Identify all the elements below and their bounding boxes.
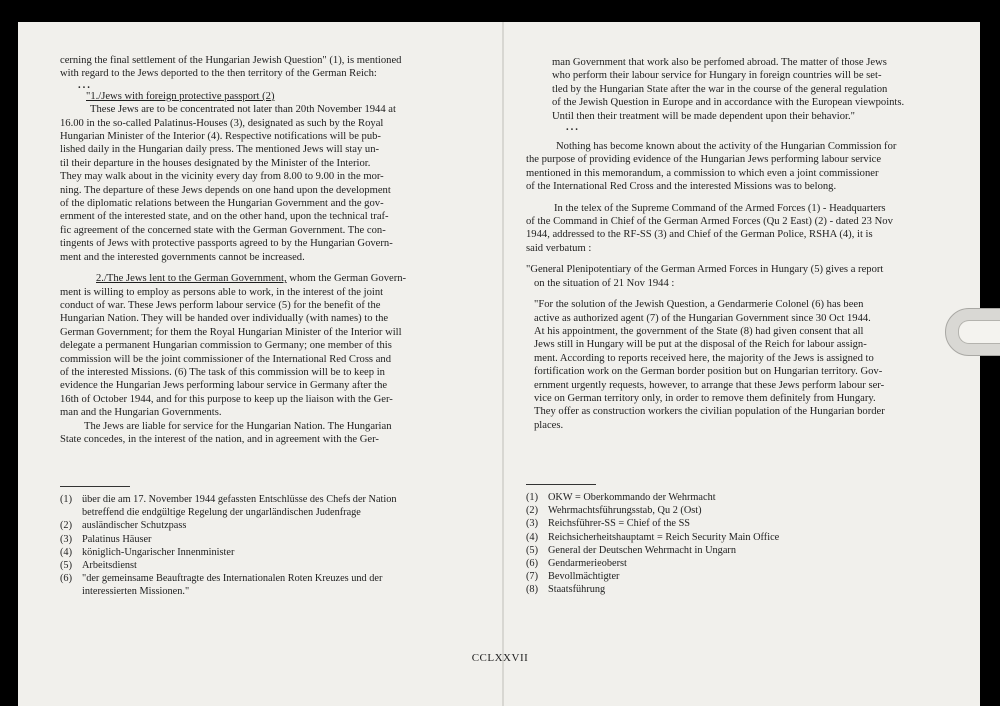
text-line: German Government; for them the Royal Hungarian Minister of the Interior will [60, 326, 402, 338]
left-paragraph-3 [60, 420, 462, 447]
footnote-item: (6) Gendarmerieoberst [526, 558, 627, 570]
text-line: 16.00 in the so-called Palatinus-Houses (3), designated as such by the Royal [60, 117, 384, 129]
binder-clip-tab [945, 308, 1000, 356]
footnote-item: (8) Staatsführung [526, 584, 606, 596]
right-paragraph-2 [526, 140, 954, 194]
text-line: ment is willing to employ as persons able to work, in the interest of the joint [60, 286, 384, 298]
text-line: on the situation of 21 Nov 1944 : [534, 277, 675, 289]
right-column [526, 56, 954, 432]
text-line: Nothing has become known about the activity of the Hungarian Commission for [556, 141, 897, 153]
text-line: of the International Red Cross and the interested Missions was to belong. [526, 181, 837, 193]
text-line: ernment of the interested state, and on the other hand, upon the technical traf- [60, 211, 389, 223]
footnote-item: (5) Arbeitsdienst [60, 560, 137, 572]
text-line: of the interested Missions. (6) The task of this commission will be to keep in [60, 366, 385, 378]
text-line: til their departure in the houses designated by the Minister of the Interior. [60, 157, 371, 169]
text-line: commission will be the joint commissioner of the International Red Cross and [60, 353, 392, 365]
text-line: ernment urgently requests, however, to arrange that these Jews perform labour ser- [534, 379, 885, 391]
text-line: of the Command in Chief of the German Armed Forces (Qu 2 East) (2) - dated 23 Nov [526, 216, 893, 228]
text-line: man Government that work also be perfomed abroad. The matter of those Jews [552, 57, 887, 68]
text-line: ment and the interested governments cannot be increased. [60, 251, 305, 263]
right-paragraph-1 [526, 56, 954, 123]
text-line: fic agreement of the concerned state with the German Government. The con- [60, 224, 386, 236]
left-paragraph-2 [60, 272, 462, 419]
text-line: mentioned in this memorandum, a commission to which even a joint commissioner [526, 167, 879, 179]
left-paragraph-1 [60, 103, 462, 264]
text-line: Hungarian Minister of the Interior (4). Respective notifications will be pub- [60, 131, 381, 143]
ellipsis-marker: ... [566, 122, 580, 134]
text-line: 2./The Jews lent to the German Government, whom the German Govern- [96, 273, 407, 285]
footnote-separator [60, 486, 130, 487]
text-line: In the telex of the Supreme Command of the Armed Forces (1) - Headquarters [554, 202, 886, 214]
text-line: places. [534, 419, 564, 431]
text-line: evidence the Hungarian Jews performing labour service in Germany after the [60, 380, 388, 392]
footnote-item: (2) ausländischer Schutzpass [60, 520, 187, 532]
text-line: fortification work on the German border position but on Hungarian territory. Gov- [534, 366, 883, 378]
left-column [60, 54, 462, 446]
text-line: tingents of Jews with protective passports agreed to by the Hungarian Govern- [60, 238, 393, 250]
text-line: lished daily in the Hungarian daily press. The mentioned Jews will stay un- [60, 144, 380, 156]
text-line: of the Jewish Question in Europe and in accordance with the European viewpoints. [552, 97, 905, 109]
section-heading-2: 2./The Jews lent to the German Government, [96, 273, 287, 285]
footnote-item: (4) Reichsicherheitshauptamt = Reich Security Main Office [526, 531, 780, 543]
footnote-item: (1) über die am 17. November 1944 gefassten Entschlüsse des Chefs der Nation betreffend die endgültige Regelung der ungarländischen Judenfrage [60, 494, 397, 519]
text-line: State concedes, in the interest of the nation, and in agreement with the Ger- [60, 433, 379, 445]
text-line: man and the Hungarian Governments. [60, 407, 222, 419]
text-line: They offer as construction workers the civilian population of the Hungarian border [534, 406, 885, 418]
right-paragraph-3 [526, 202, 954, 256]
right-footnotes [526, 484, 946, 597]
footnote-item: (1) OKW = Oberkommando der Wehrmacht [526, 492, 716, 503]
text-line: of the diplomatic relations between the Hungarian Government and the gov- [60, 198, 384, 210]
text-line: the purpose of providing evidence of the Hungarian Jews performing labour service [526, 154, 882, 166]
text-line: ning. The departure of these Jews depends on one hand upon the development [60, 184, 391, 196]
text-line: ment. According to reports received here, the majority of the Jews is assigned to [534, 352, 874, 364]
text-line: who perform their labour service for Hungary in foreign countries will be set- [552, 70, 882, 82]
text-line: "For the solution of the Jewish Question, a Gendarmerie Colonel (6) has been [534, 299, 864, 311]
text-line: delegate a permanent Hungarian commission to Germany; one member of this [60, 340, 392, 352]
text-line: At his appointment, the government of the State (8) had given consent that all [534, 325, 864, 337]
footnote-item: (6) "der gemeinsame Beauftragte des Internationalen Roten Kreuzes und der interessierten Missionen." [60, 573, 383, 598]
page-fold [502, 22, 504, 706]
text-line: conduct of war. These Jews perform labour service (5) for the benefit of the [60, 299, 381, 311]
text-line: said verbatum : [526, 242, 592, 254]
footnote-item: (3) Palatinus Häuser [60, 533, 152, 545]
text-line: vice on German territory only, in order to remove them definitely from Hungary. [534, 392, 876, 404]
footnote-item: (4) königlich-Ungarischer Innenminister [60, 546, 235, 558]
text-line: "General Plenipotentiary of the German Armed Forces in Hungary (5) gives a report [526, 264, 884, 276]
text-line: active as authorized agent (7) of the Hungarian Government since 30 Oct 1944. [534, 312, 871, 324]
text-line: 16th of October 1944, and for this purpose to keep up the liaison with the Ger- [60, 393, 393, 405]
text-line: tled by the Hungarian State after the war in the course of the general regulation [552, 83, 888, 95]
footnote-item: (2) Wehrmachtsführungsstab, Qu 2 (Ost) [526, 505, 702, 517]
left-intro [60, 54, 462, 81]
footnote-separator [526, 484, 596, 485]
text-line: Until then their treatment will be made dependent upon their behavior." [552, 110, 855, 122]
footnote-item: (5) General der Deutschen Wehrmacht in Ungarn [526, 544, 736, 556]
text-line: Jews still in Hungary will be put at the disposal of the Reich for labour assign- [534, 339, 867, 351]
binder-clip-hole [958, 320, 1000, 344]
text-line: They may walk about in the vicinity every day from 8.00 to 9.00 in the mor- [60, 171, 384, 183]
right-quote-1 [526, 263, 954, 290]
section-heading-1: "1./Jews with foreign protective passport (2) [86, 90, 275, 102]
page-number: CCLXXVII [471, 652, 529, 664]
left-footnotes [60, 486, 462, 599]
text-line: Hungarian Nation. They will be handed over individually (with names) to the [60, 313, 389, 325]
text-line: These Jews are to be concentrated not later than 20th November 1944 at [90, 104, 396, 116]
footnote-item: (7) Bevollmächtigter [526, 571, 620, 583]
right-quote-2 [526, 298, 954, 432]
text-line: cerning the final settlement of the Hungarian Jewish Question" (1), is mentioned [60, 55, 402, 66]
ellipsis-marker: ... [78, 79, 92, 91]
text-line: The Jews are liable for service for the Hungarian Nation. The Hungarian [84, 420, 392, 432]
text-line: 1944, addressed to the RF-SS (3) and Chief of the German Police, RSHA (4), it is [526, 229, 873, 241]
footnote-item: (3) Reichsführer-SS = Chief of the SS [526, 518, 691, 530]
text-line: with regard to the Jews deported to the then territory of the German Reich: [60, 68, 377, 80]
